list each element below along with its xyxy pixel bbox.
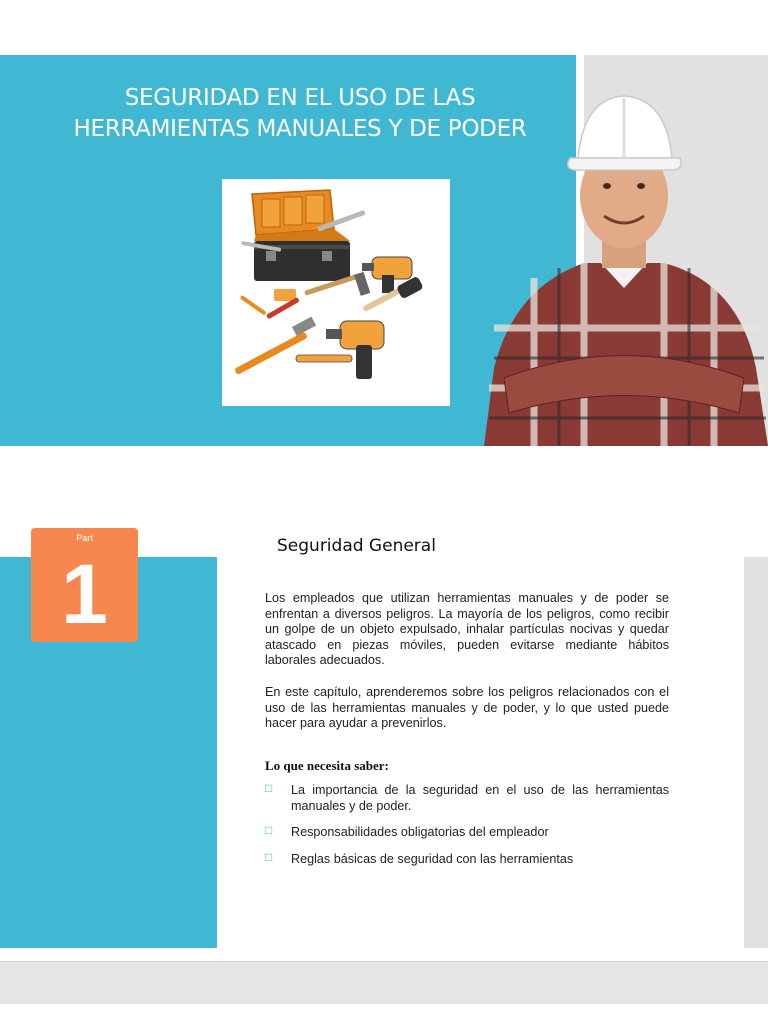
chapter-paragraph: En este capítulo, aprenderemos sobre los peligros relacionados con el uso de las herramientas manuales y de poder, y lo que usted puede hacer para ayudar a prevenirlos. [265, 685, 669, 731]
list-item-text: La importancia de la seguridad en el uso de las herramientas manuales y de poder. [291, 783, 669, 813]
list-item-text: Responsabilidades obligatorias del empleador [291, 825, 549, 840]
part-label: Part [76, 533, 93, 543]
footer-bar [0, 962, 768, 1004]
part-number: 1 [61, 547, 108, 641]
square-bullet-icon: □ [265, 823, 273, 838]
need-to-know-heading: Lo que necesita saber: [265, 758, 389, 773]
section-title: Seguridad General [277, 536, 436, 556]
list-item-text: Reglas básicas de seguridad con las herramientas [291, 851, 574, 866]
square-bullet-icon: □ [265, 781, 273, 795]
square-bullet-icon: □ [265, 849, 273, 864]
need-to-know-list [265, 783, 669, 878]
tools-photo [222, 179, 450, 406]
list-item [265, 849, 669, 868]
construction-worker-illustration [474, 78, 768, 446]
part-badge [31, 528, 138, 642]
list-item [265, 783, 669, 814]
toolbox-illustration [222, 179, 450, 406]
right-accent-panel [744, 557, 768, 948]
list-item [265, 825, 669, 841]
worker-photo [474, 78, 768, 446]
intro-paragraph: Los empleados que utilizan herramientas manuales y de poder se enfrentan a diversos peligros. La mayoría de los peligros, como recibir un golpe de un objeto expulsado, inhalar partículas nocivas y quedar atascado en piezas móviles, pueden evitarse mediante hábitos laborales adecuados. [265, 591, 669, 668]
page-title-line-2: HERRAMIENTAS MANUALES Y DE PODER [73, 116, 527, 142]
page-title-line-1: SEGURIDAD EN EL USO DE LAS [124, 85, 476, 111]
